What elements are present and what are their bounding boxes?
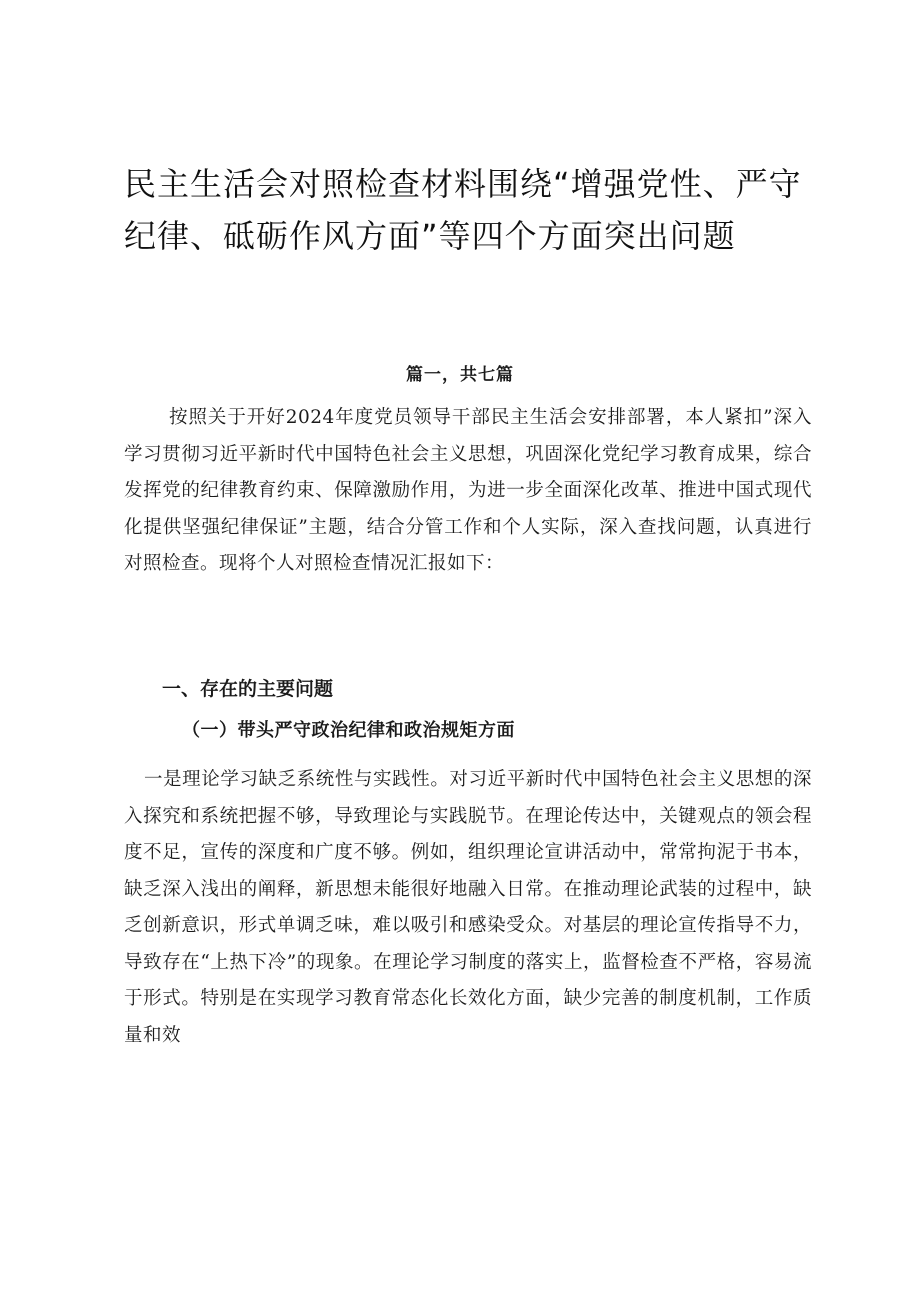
- document-subtitle: 篇一，共七篇: [406, 365, 514, 385]
- body-paragraph: 一是理论学习缺乏系统性与实践性。对习近平新时代中国特色社会主义思想的深入探究和系统把握不够，导致理论与实践脱节。在理论传达中，关键观点的领会程度不足，宣传的深度和广度不够。例如，组织理论宣讲活动中，常常拘泥于书本，缺乏深入浅出的阐释，新思想未能很好地融入日常。在推动理论武装的过程中，缺乏创新意识，形式单调乏味，难以吸引和感染受众。对基层的理论宣传指导不力，导致存在“上热下冷”的现象。在理论学习制度的落实上，监督检查不严格，容易流于形式。特别是在实现学习教育常态化长效化方面，缺少完善的制度机制，工作质量和效: [124, 769, 812, 1046]
- intro-paragraph: 按照关于开好2024年度党员领导干部民主生活会安排部署，本人紧扣”深入学习贯彻习近平新时代中国特色社会主义思想，巩固深化党纪学习教育成果，综合发挥党的纪律教育约束、保障激励作用，为进一步全面深化改革、推进中国式现代化提供坚强纪律保证”主题，结合分管工作和个人实际，深入查找问题，认真进行对照检查。现将个人对照检查情况汇报如下：: [124, 407, 812, 574]
- section-heading: 一、存在的主要问题: [162, 678, 334, 700]
- document-title: 民主生活会对照检查材料围绕“增强党性、严守纪律、砥砺作风方面”等四个方面突出问题: [124, 165, 802, 255]
- subsection-heading: （一）带头严守政治纪律和政治规矩方面: [182, 720, 515, 741]
